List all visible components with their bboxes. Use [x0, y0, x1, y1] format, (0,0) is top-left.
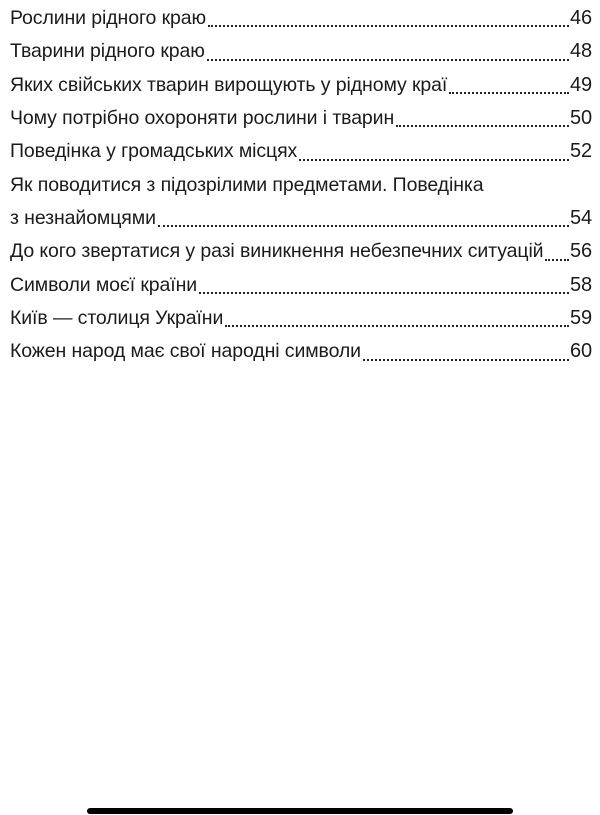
toc-entry-title: Як поводитися з підозрілими предметами. Поведінка — [10, 173, 484, 196]
toc-entry — [10, 69, 592, 102]
toc-entry — [10, 102, 592, 135]
toc-entry-page: 54 — [569, 207, 592, 230]
toc-entry — [10, 35, 592, 68]
toc-entry — [10, 235, 592, 268]
toc-entry — [10, 302, 592, 335]
toc-entry-title: Яких свійських тварин вирощують у рідному краї — [10, 73, 448, 96]
toc-entry — [10, 135, 592, 168]
toc-entry-page: 52 — [569, 140, 592, 163]
toc-entry — [10, 202, 592, 235]
toc-entry-title: Чому потрібно охороняти рослини і тварин — [10, 107, 395, 130]
toc-entry-title: Рослини рідного краю — [10, 7, 207, 29]
toc-entry-title: Символи моєї країни — [10, 273, 198, 296]
toc-entry-page: 60 — [569, 340, 592, 363]
toc-entry — [10, 335, 592, 368]
toc-entry-title: з незнайомцями — [10, 207, 156, 230]
toc-entry-page: 56 — [569, 240, 592, 263]
toc-entry-title: До кого звертатися у разі виникнення небезпечних ситуацій — [10, 240, 544, 263]
toc-entry-title: Тварини рідного краю — [10, 40, 205, 63]
toc-entry — [10, 269, 592, 302]
toc-entry-page: 46 — [569, 7, 592, 29]
toc-entry — [10, 169, 592, 202]
toc-entry-page: 48 — [569, 40, 592, 63]
toc-entry-page: 59 — [569, 307, 592, 330]
toc-entry-title: Київ — столиця України — [10, 307, 224, 330]
toc-entry-page: 50 — [569, 107, 592, 130]
toc-entry-title: Кожен народ має свої народні символи — [10, 340, 361, 363]
toc-entry-title: Поведінка у громадських місцях — [10, 140, 298, 163]
toc-entry — [10, 2, 592, 35]
home-indicator[interactable] — [87, 808, 513, 814]
table-of-contents — [0, 0, 600, 369]
toc-entry-page: 49 — [569, 73, 592, 96]
toc-entry-page: 58 — [569, 273, 592, 296]
dot-leader — [361, 368, 570, 369]
